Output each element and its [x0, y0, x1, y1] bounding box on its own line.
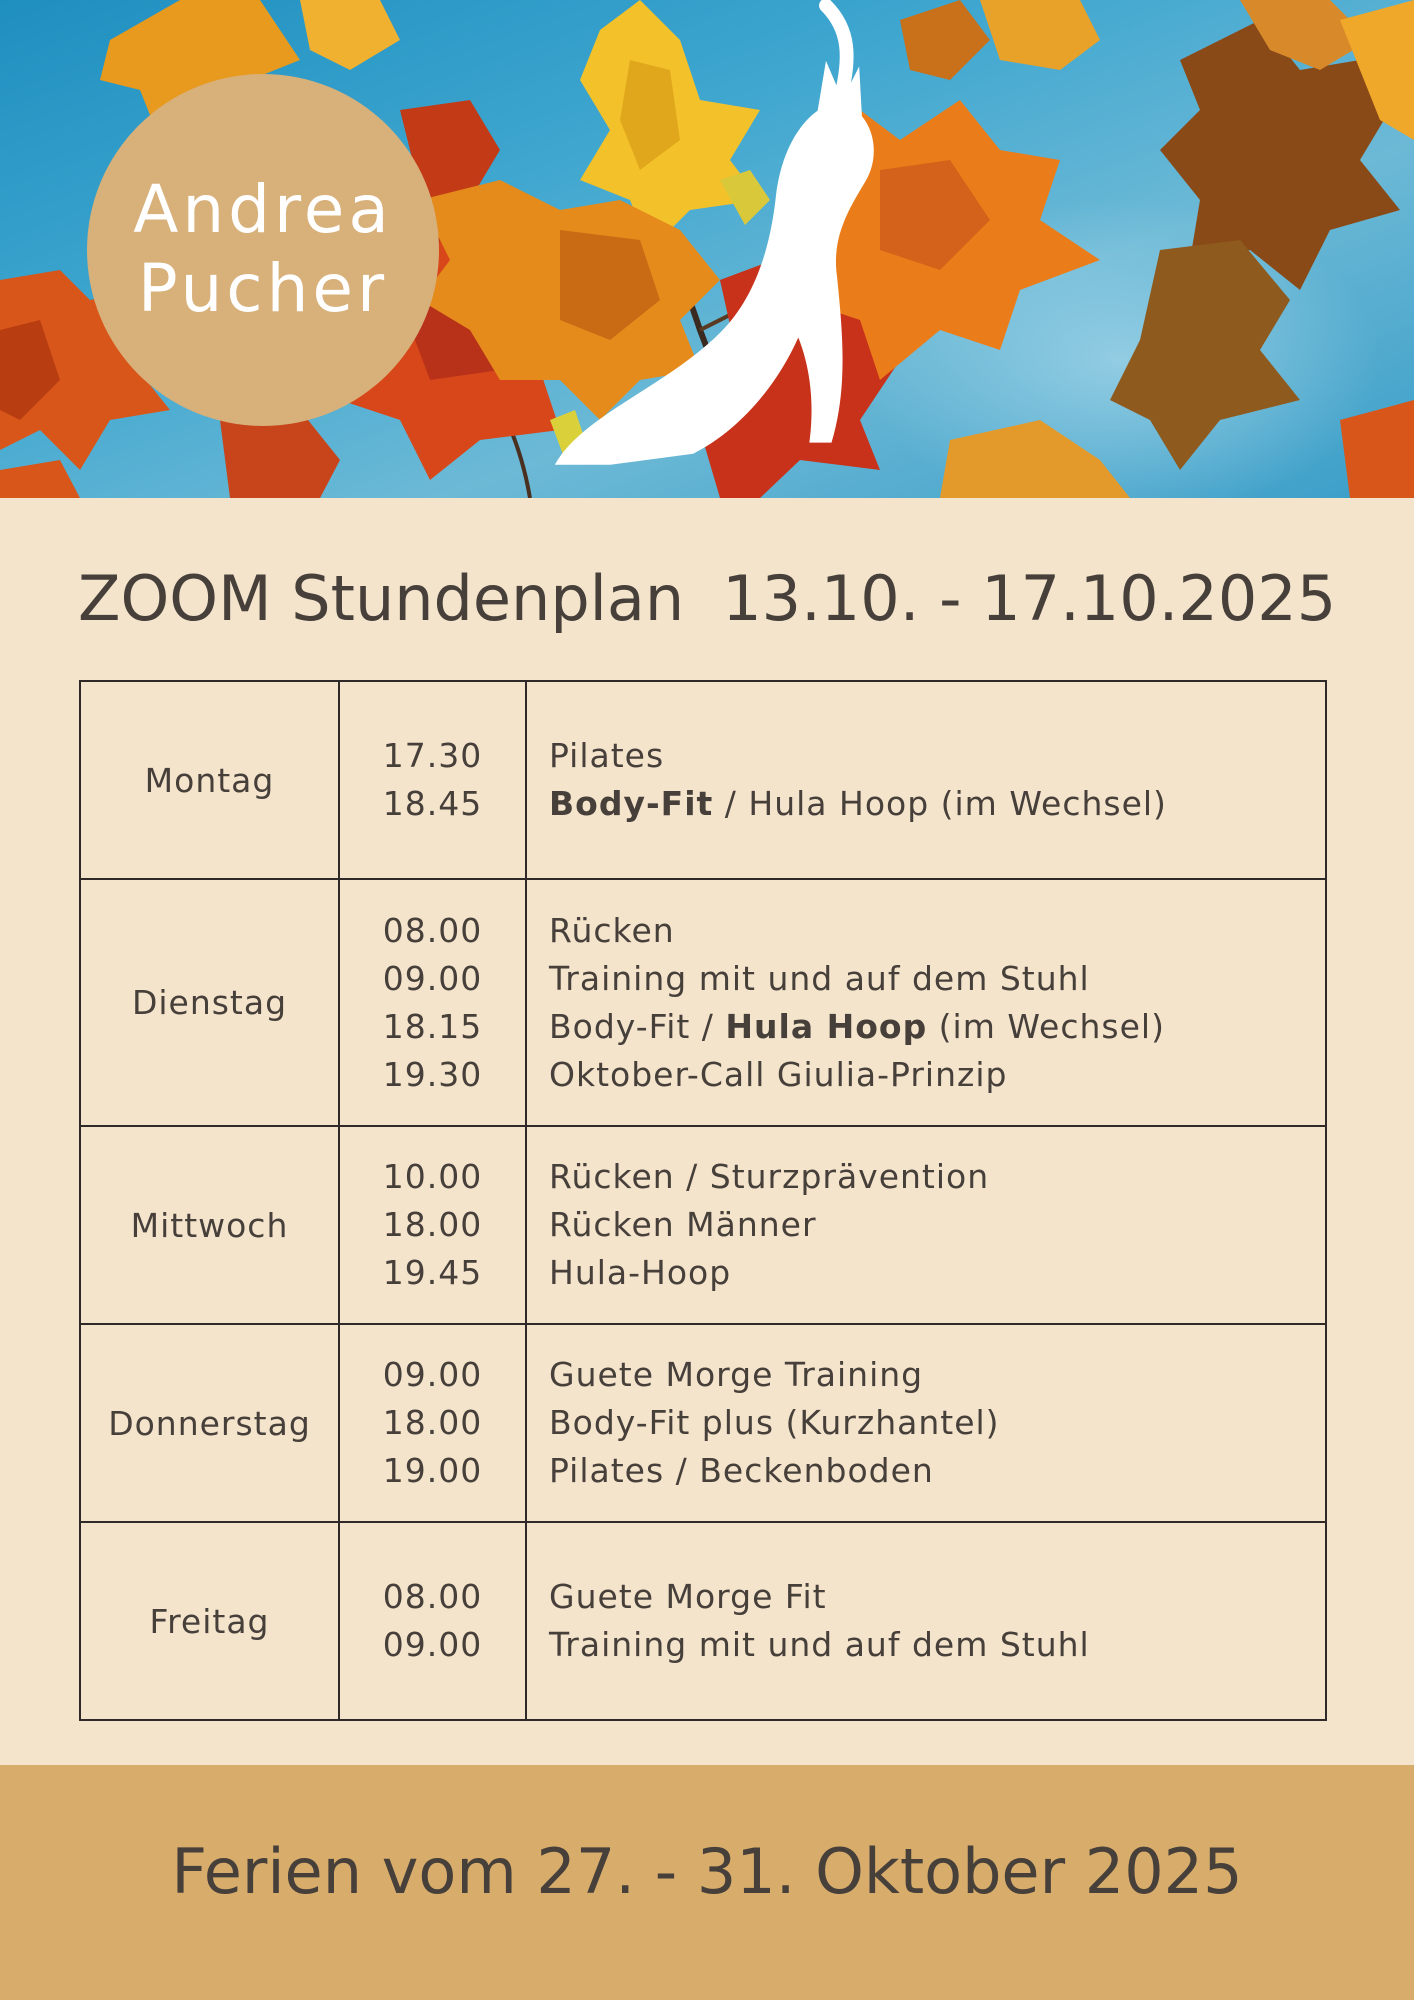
course-cell — [526, 1324, 1326, 1522]
class-name — [549, 1399, 1325, 1447]
schedule-row — [80, 1126, 1326, 1324]
footer-band — [0, 1765, 1414, 2000]
class-name-part: Guete Morge Training — [549, 1355, 924, 1394]
class-name — [549, 1573, 1325, 1621]
class-name-part: Body-Fit plus (Kurzhantel) — [549, 1403, 1000, 1442]
class-name-part: Body-Fit / — [549, 1006, 726, 1046]
class-name — [549, 907, 1325, 955]
schedule-body — [80, 681, 1326, 1720]
class-time: 18.15 — [382, 1006, 483, 1046]
class-time: 10.00 — [382, 1157, 483, 1196]
time-cell — [339, 1522, 526, 1720]
header-image — [0, 0, 1414, 498]
weekday-cell: Montag — [80, 681, 339, 879]
weekday-cell: Freitag — [80, 1522, 339, 1720]
class-name-part: Guete Morge Fit — [549, 1577, 827, 1616]
course-cell — [526, 1522, 1326, 1720]
class-name — [549, 1153, 1325, 1201]
class-name — [549, 1447, 1325, 1495]
schedule-row — [80, 1522, 1326, 1720]
class-time: 17.30 — [382, 736, 483, 775]
logo-name-last: Pucher — [137, 250, 389, 327]
holiday-notice: Ferien vom 27. - 31. Oktober 2025 — [171, 1835, 1243, 1908]
title-dates: 13.10. - 17.10.2025 — [722, 562, 1337, 635]
class-name-part: Pilates — [549, 736, 665, 775]
class-name-part: Rücken / Sturzprävention — [549, 1157, 990, 1196]
class-name — [549, 1621, 1325, 1669]
class-name — [549, 1351, 1325, 1399]
class-name — [549, 955, 1325, 1003]
class-time: 19.45 — [382, 1253, 483, 1292]
class-name-part: Rücken Männer — [549, 1205, 817, 1244]
class-name-part: Body-Fit — [549, 784, 714, 823]
logo-name-first: Andrea — [133, 171, 393, 248]
class-name — [549, 732, 1325, 780]
class-name — [549, 1249, 1325, 1297]
class-name-part: Rücken — [549, 910, 675, 950]
cat-stretching-icon — [0, 0, 1414, 498]
weekday-cell: Donnerstag — [80, 1324, 339, 1522]
class-time: 19.30 — [382, 1054, 483, 1094]
class-time: 19.00 — [382, 1451, 483, 1490]
class-time: 08.00 — [382, 1577, 483, 1616]
class-time: 18.45 — [382, 784, 483, 823]
class-time: 18.00 — [382, 1205, 483, 1244]
class-name-part: Hula Hoop — [725, 1006, 928, 1046]
class-name — [549, 780, 1325, 828]
time-cell — [339, 879, 526, 1126]
class-name-part: Training mit und auf dem Stuhl — [549, 1625, 1090, 1664]
schedule-row — [80, 1324, 1326, 1522]
class-name-part: Hula-Hoop — [549, 1253, 732, 1292]
schedule-table — [79, 680, 1327, 1721]
schedule-row — [80, 681, 1326, 879]
class-time: 09.00 — [382, 958, 483, 998]
class-name-part: Oktober-Call Giulia-Prinzip — [549, 1054, 1008, 1094]
class-name — [549, 1051, 1325, 1099]
course-cell — [526, 879, 1326, 1126]
title-label: ZOOM Stundenplan — [78, 562, 685, 635]
class-name — [549, 1003, 1325, 1051]
class-name-part: / Hula Hoop (im Wechsel) — [713, 784, 1167, 823]
course-cell — [526, 1126, 1326, 1324]
class-name-part: Pilates / Beckenboden — [549, 1451, 934, 1490]
class-time: 18.00 — [382, 1403, 483, 1442]
class-time: 09.00 — [382, 1625, 483, 1664]
class-time: 08.00 — [382, 910, 483, 950]
time-cell — [339, 681, 526, 879]
time-cell — [339, 1126, 526, 1324]
class-name-part: (im Wechsel) — [927, 1006, 1165, 1046]
schedule-row — [80, 879, 1326, 1126]
class-time: 09.00 — [382, 1355, 483, 1394]
time-cell — [339, 1324, 526, 1522]
class-name — [549, 1201, 1325, 1249]
class-name-part: Training mit und auf dem Stuhl — [549, 958, 1090, 998]
page-title — [78, 562, 1338, 635]
course-cell — [526, 681, 1326, 879]
weekday-cell: Mittwoch — [80, 1126, 339, 1324]
weekday-cell: Dienstag — [80, 879, 339, 1126]
